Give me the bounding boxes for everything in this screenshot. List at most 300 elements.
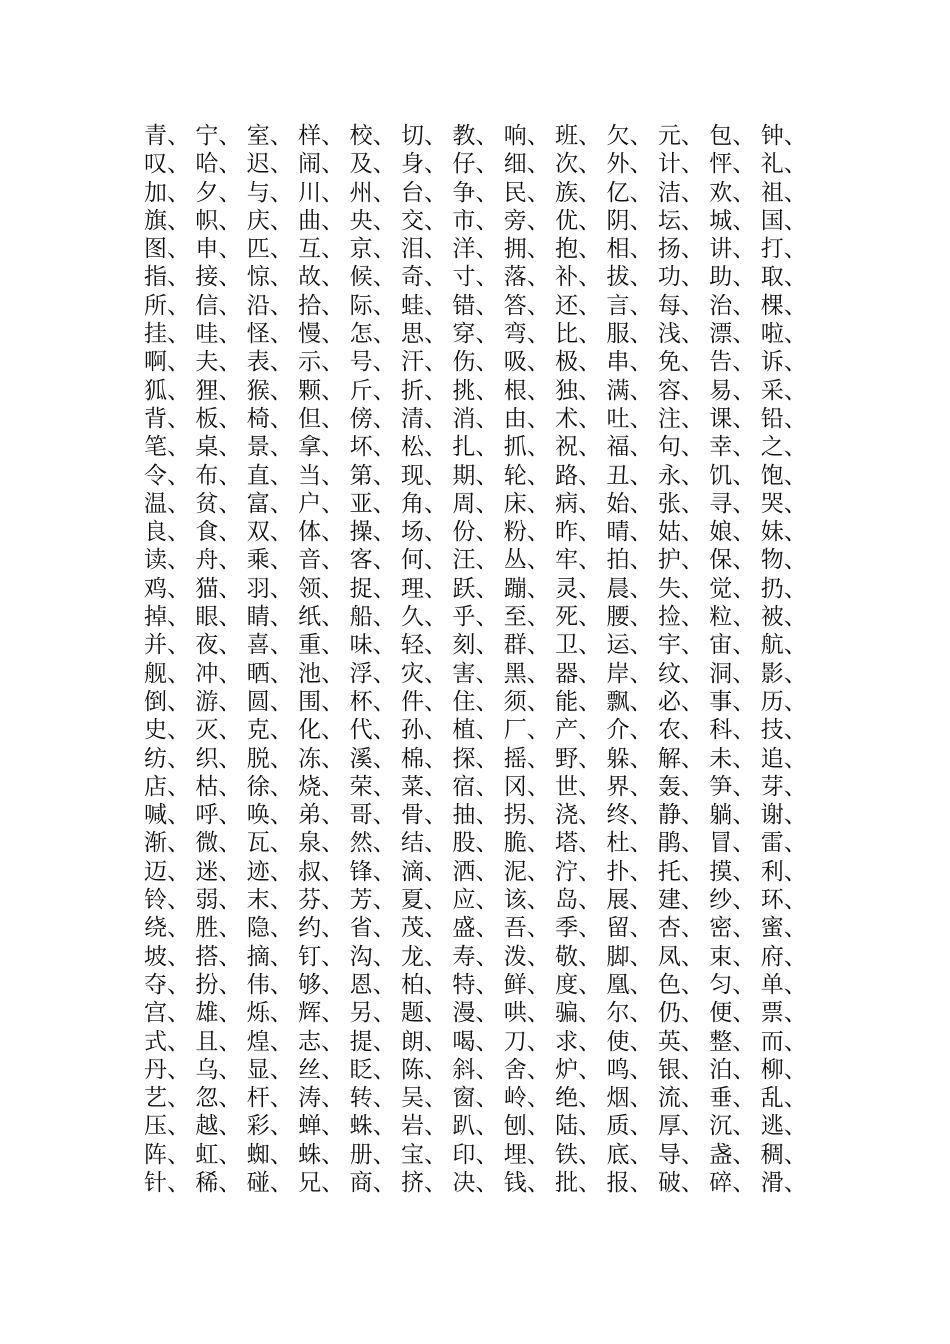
character-item: 芽、 [760,773,807,800]
character-item: 且、 [195,1028,242,1055]
character-item: 欢、 [709,179,756,206]
character-item: 世、 [555,773,602,800]
character-item: 操、 [349,519,396,546]
character-item: 汪、 [452,547,499,574]
character-item: 刻、 [452,632,499,659]
character-item: 由、 [503,405,550,432]
character-item: 消、 [452,405,499,432]
character-item: 宫、 [144,1000,190,1027]
character-item: 与、 [246,179,293,206]
character-item: 抓、 [503,434,550,461]
character-item: 答、 [503,292,550,319]
character-item: 扔、 [760,575,807,602]
character-item: 祝、 [555,434,602,461]
character-item: 助、 [709,264,756,291]
character-item: 隐、 [246,915,293,942]
character-row [144,688,844,716]
character-item: 摘、 [246,943,293,970]
character-item: 言、 [606,292,653,319]
character-item: 吸、 [503,349,550,376]
character-item: 轰、 [657,773,704,800]
character-item: 纸、 [298,604,345,631]
character-item: 错、 [452,292,499,319]
character-item: 茂、 [400,915,447,942]
character-item: 蛙、 [400,292,447,319]
character-item: 蛛、 [349,1113,396,1140]
character-item: 椅、 [246,405,293,432]
character-item: 饱、 [760,462,807,489]
character-item: 转、 [349,1085,396,1112]
character-item: 第、 [349,462,396,489]
character-item: 所、 [144,292,190,319]
character-item: 阵、 [144,1141,190,1168]
character-item: 织、 [195,745,242,772]
character-item: 庆、 [246,207,293,234]
character-item: 宿、 [452,773,499,800]
character-item: 滑、 [760,1169,807,1196]
character-item: 贫、 [195,490,242,517]
character-item: 护、 [657,547,704,574]
character-item: 喝、 [452,1028,499,1055]
character-item: 怎、 [349,321,396,348]
character-item: 凤、 [657,943,704,970]
character-item: 末、 [246,887,293,914]
character-item: 芬、 [298,887,345,914]
character-item: 溪、 [349,745,396,772]
character-item: 泞、 [555,858,602,885]
character-item: 之、 [760,434,807,461]
character-item: 胜、 [195,915,242,942]
character-item: 柳、 [760,1056,807,1083]
character-item: 至、 [503,604,550,631]
character-item: 福、 [606,434,653,461]
character-row [144,1169,844,1197]
character-item: 骨、 [400,802,447,829]
character-item: 重、 [298,632,345,659]
character-item: 迟、 [246,151,293,178]
character-item: 注、 [657,405,704,432]
character-item: 坏、 [349,434,396,461]
character-item: 诉、 [760,349,807,376]
character-item: 轮、 [503,462,550,489]
character-row [144,150,844,178]
character-item: 响、 [503,123,550,149]
character-item: 脆、 [503,830,550,857]
character-item: 被、 [760,604,807,631]
character-item: 坛、 [657,207,704,234]
character-item: 牢、 [555,547,602,574]
character-item: 示、 [298,349,345,376]
character-item: 碎、 [709,1169,756,1196]
character-item: 但、 [298,405,345,432]
character-item: 冲、 [195,660,242,687]
character-row [144,348,844,376]
character-row [144,999,844,1027]
character-item: 骗、 [555,1000,602,1027]
character-item: 探、 [452,745,499,772]
character-item: 沿、 [246,292,293,319]
character-item: 欠、 [606,123,653,149]
character-item: 册、 [349,1141,396,1168]
character-item: 包、 [709,123,756,149]
character-item: 件、 [400,688,447,715]
character-row [144,235,844,263]
character-item: 另、 [349,1000,396,1027]
character-item: 鹃、 [657,830,704,857]
character-item: 祖、 [760,179,807,206]
character-item: 垂、 [709,1085,756,1112]
character-item: 题、 [400,1000,447,1027]
character-item: 斤、 [349,377,396,404]
character-item: 事、 [709,688,756,715]
character-item: 角、 [400,490,447,517]
character-item: 煌、 [246,1028,293,1055]
character-item: 朗、 [400,1028,447,1055]
character-item: 怦、 [709,151,756,178]
character-item: 沟、 [349,943,396,970]
character-item: 极、 [555,349,602,376]
character-item: 泼、 [503,943,550,970]
character-item: 雄、 [195,1000,242,1027]
character-item: 讲、 [709,236,756,263]
character-item: 英、 [657,1028,704,1055]
character-item: 整、 [709,1028,756,1055]
character-item: 食、 [195,519,242,546]
character-item: 京、 [349,236,396,263]
character-item: 幸、 [709,434,756,461]
character-row [144,603,844,631]
character-item: 抽、 [452,802,499,829]
character-item: 纹、 [657,660,704,687]
character-item: 喜、 [246,632,293,659]
character-row [144,1028,844,1056]
character-row [144,320,844,348]
character-item: 绕、 [144,915,190,942]
character-item: 并、 [144,632,190,659]
character-item: 扬、 [657,236,704,263]
character-item: 亿、 [606,179,653,206]
character-item: 当、 [298,462,345,489]
character-item: 恩、 [349,971,396,998]
character-item: 斜、 [452,1056,499,1083]
character-item: 岛、 [555,887,602,914]
character-item: 取、 [760,264,807,291]
character-item: 扑、 [606,858,653,885]
character-row [144,377,844,405]
character-item: 结、 [400,830,447,857]
character-item: 跃、 [452,575,499,602]
character-item: 妹、 [760,519,807,546]
character-item: 保、 [709,547,756,574]
character-item: 松、 [400,434,447,461]
character-item: 样、 [298,123,345,149]
character-item: 舰、 [144,660,190,687]
character-row [144,490,844,518]
character-item: 补、 [555,264,602,291]
character-item: 住、 [452,688,499,715]
character-item: 课、 [709,405,756,432]
character-item: 产、 [555,717,602,744]
character-item: 泥、 [503,858,550,885]
character-item: 厚、 [657,1113,704,1140]
character-item: 躲、 [606,745,653,772]
character-item: 钟、 [760,123,807,149]
character-item: 粒、 [709,604,756,631]
character-row [144,405,844,433]
character-item: 徐、 [246,773,293,800]
character-item: 告、 [709,349,756,376]
character-item: 州、 [349,179,396,206]
character-item: 植、 [452,717,499,744]
character-item: 汗、 [400,349,447,376]
character-item: 申、 [195,236,242,263]
character-item: 破、 [657,1169,704,1196]
character-item: 克、 [246,717,293,744]
character-row [144,546,844,574]
character-item: 烧、 [298,773,345,800]
character-item: 菜、 [400,773,447,800]
character-item: 舍、 [503,1056,550,1083]
character-row [144,660,844,688]
character-item: 敬、 [555,943,602,970]
character-item: 眨、 [349,1056,396,1083]
character-item: 穿、 [452,321,499,348]
character-item: 现、 [400,462,447,489]
character-item: 灾、 [400,660,447,687]
character-item: 哄、 [503,1000,550,1027]
character-row [144,801,844,829]
character-item: 逃、 [760,1113,807,1140]
character-item: 打、 [760,236,807,263]
character-item: 客、 [349,547,396,574]
character-item: 夺、 [144,971,190,998]
character-item: 迈、 [144,858,190,885]
character-item: 啊、 [144,349,190,376]
character-item: 怪、 [246,321,293,348]
character-item: 夕、 [195,179,242,206]
character-item: 拾、 [298,292,345,319]
character-item: 蝉、 [298,1113,345,1140]
character-item: 互、 [298,236,345,263]
character-item: 棉、 [400,745,447,772]
character-item: 吴、 [400,1085,447,1112]
character-item: 鸣、 [606,1056,653,1083]
character-item: 忽、 [195,1085,242,1112]
character-item: 提、 [349,1028,396,1055]
character-item: 信、 [195,292,242,319]
character-row [144,575,844,603]
character-item: 思、 [400,321,447,348]
character-item: 领、 [298,575,345,602]
character-item: 羽、 [246,575,293,602]
character-item: 黑、 [503,660,550,687]
character-row [144,1084,844,1112]
character-item: 刀、 [503,1028,550,1055]
character-item: 丑、 [606,462,653,489]
character-item: 泪、 [400,236,447,263]
character-item: 号、 [349,349,396,376]
character-item: 哇、 [195,321,242,348]
character-item: 饥、 [709,462,756,489]
character-item: 青、 [144,123,190,149]
character-item: 体、 [298,519,345,546]
character-item: 昨、 [555,519,602,546]
character-item: 句、 [657,434,704,461]
character-item: 腰、 [606,604,653,631]
character-item: 令、 [144,462,190,489]
character-item: 阴、 [606,207,653,234]
character-item: 曲、 [298,207,345,234]
character-row [144,829,844,857]
character-item: 钱、 [503,1169,550,1196]
character-item: 运、 [606,632,653,659]
character-item: 乱、 [760,1085,807,1112]
character-item: 狸、 [195,377,242,404]
character-item: 布、 [195,462,242,489]
character-item: 永、 [657,462,704,489]
character-item: 掉、 [144,604,190,631]
character-item: 微、 [195,830,242,857]
character-item: 喊、 [144,802,190,829]
character-item: 吐、 [606,405,653,432]
character-item: 捉、 [349,575,396,602]
character-item: 争、 [452,179,499,206]
character-item: 际、 [349,292,396,319]
character-item: 拥、 [503,236,550,263]
character-item: 校、 [349,123,396,149]
character-item: 解、 [657,745,704,772]
character-item: 漫、 [452,1000,499,1027]
character-item: 彩、 [246,1113,293,1140]
character-item: 游、 [195,688,242,715]
character-item: 厂、 [503,717,550,744]
character-item: 历、 [760,688,807,715]
character-item: 弱、 [195,887,242,914]
character-item: 雷、 [760,830,807,857]
character-item: 枯、 [195,773,242,800]
character-item: 批、 [555,1169,602,1196]
character-item: 利、 [760,858,807,885]
character-row [144,179,844,207]
character-item: 冈、 [503,773,550,800]
character-item: 叹、 [144,151,190,178]
character-item: 城、 [709,207,756,234]
character-item: 族、 [555,179,602,206]
character-item: 候、 [349,264,396,291]
character-item: 寿、 [452,943,499,970]
character-item: 读、 [144,547,190,574]
character-item: 铅、 [760,405,807,432]
character-item: 显、 [246,1056,293,1083]
character-item: 稠、 [760,1141,807,1168]
character-item: 晒、 [246,660,293,687]
character-item: 流、 [657,1085,704,1112]
character-row [144,1112,844,1140]
character-item: 央、 [349,207,396,234]
character-item: 哥、 [349,802,396,829]
character-item: 丹、 [144,1056,190,1083]
character-item: 猫、 [195,575,242,602]
character-item: 拔、 [606,264,653,291]
character-item: 能、 [555,688,602,715]
character-item: 钉、 [298,943,345,970]
character-item: 扮、 [195,971,242,998]
character-item: 杜、 [606,830,653,857]
character-item: 及、 [349,151,396,178]
character-item: 独、 [555,377,602,404]
character-item: 治、 [709,292,756,319]
character-item: 迹、 [246,858,293,885]
character-item: 每、 [657,292,704,319]
character-item: 洒、 [452,858,499,885]
character-item: 技、 [760,717,807,744]
character-item: 笋、 [709,773,756,800]
character-item: 界、 [606,773,653,800]
character-item: 抱、 [555,236,602,263]
character-item: 台、 [400,179,447,206]
character-item: 围、 [298,688,345,715]
character-item: 杯、 [349,688,396,715]
character-row [144,773,844,801]
character-item: 良、 [144,519,190,546]
character-item: 芳、 [349,887,396,914]
character-item: 床、 [503,490,550,517]
character-item: 蛛、 [298,1141,345,1168]
character-item: 便、 [709,1000,756,1027]
character-item: 乘、 [246,547,293,574]
character-item: 特、 [452,971,499,998]
character-item: 科、 [709,717,756,744]
character-item: 决、 [452,1169,499,1196]
character-item: 蹦、 [503,575,550,602]
character-item: 杆、 [246,1085,293,1112]
character-item: 表、 [246,349,293,376]
character-item: 未、 [709,745,756,772]
character-row [144,745,844,773]
character-item: 尔、 [606,1000,653,1027]
character-item: 仍、 [657,1000,704,1027]
character-row [144,122,844,150]
character-item: 岸、 [606,660,653,687]
character-item: 份、 [452,519,499,546]
character-item: 针、 [144,1169,190,1196]
character-item: 泉、 [298,830,345,857]
character-item: 铁、 [555,1141,602,1168]
character-item: 啦、 [760,321,807,348]
character-item: 介、 [606,717,653,744]
character-item: 烁、 [246,1000,293,1027]
character-item: 术、 [555,405,602,432]
character-item: 捡、 [657,604,704,631]
character-item: 弟、 [298,802,345,829]
character-item: 浇、 [555,802,602,829]
character-item: 航、 [760,632,807,659]
character-item: 够、 [298,971,345,998]
character-item: 终、 [606,802,653,829]
character-item: 应、 [452,887,499,914]
character-item: 优、 [555,207,602,234]
character-item: 还、 [555,292,602,319]
character-item: 粉、 [503,519,550,546]
character-item: 晨、 [606,575,653,602]
character-item: 落、 [503,264,550,291]
character-item: 静、 [657,802,704,829]
character-item: 民、 [503,179,550,206]
character-item: 清、 [400,405,447,432]
character-item: 狐、 [144,377,190,404]
character-item: 夫、 [195,349,242,376]
character-item: 冒、 [709,830,756,857]
